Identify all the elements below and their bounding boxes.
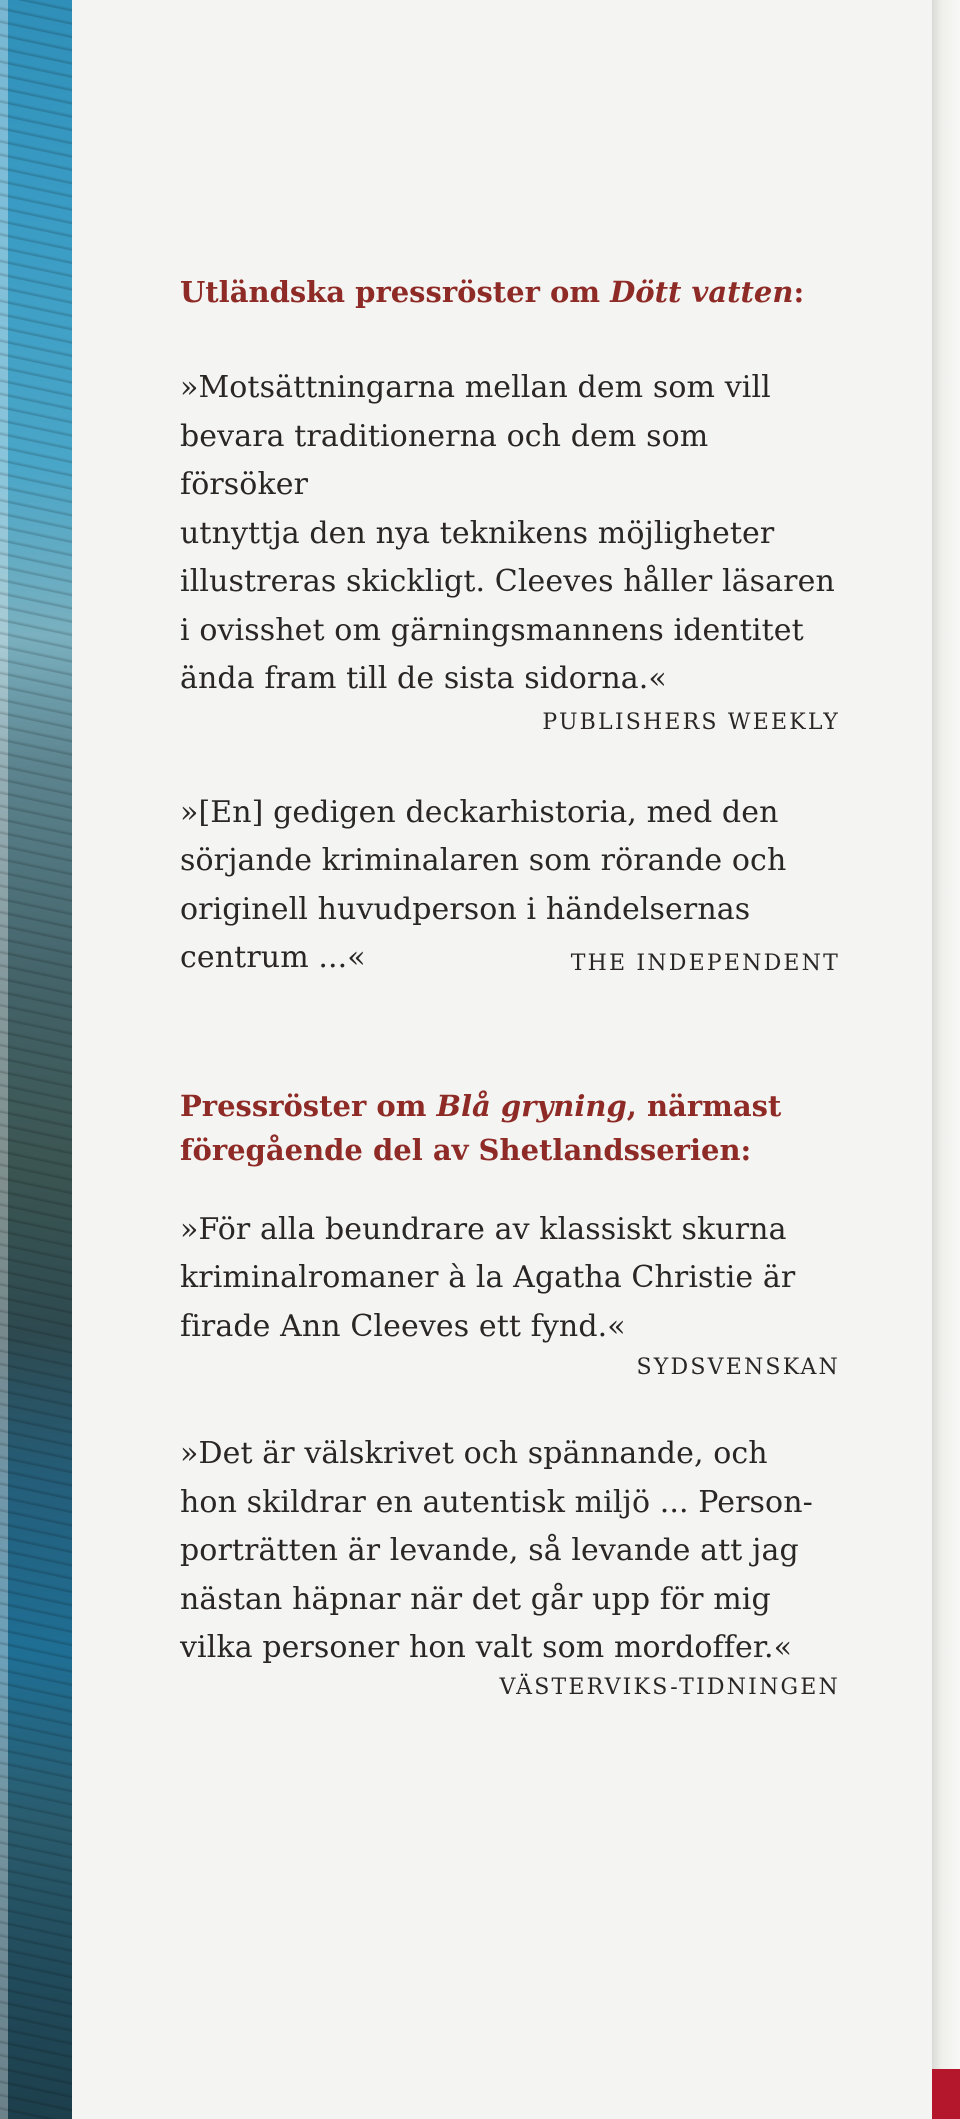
section-heading	[180, 270, 840, 314]
quote-line: »[En] gedigen deckarhistoria, med den	[180, 794, 779, 830]
quote-line: ända fram till de sista sidorna.«	[180, 661, 667, 696]
section-bla-gryning	[180, 1084, 840, 1172]
heading-prefix: Pressröster om	[180, 1088, 437, 1123]
quote-line: porträtten är levande, så levande att jag	[180, 1533, 799, 1568]
quote-line: »Det är välskrivet och spännande, och	[180, 1436, 768, 1471]
quote-text	[180, 1206, 840, 1352]
quote-text	[180, 364, 840, 704]
quote-source: THE INDEPENDENT	[570, 950, 840, 976]
quote-line: sörjande kriminalaren som rörande och	[180, 843, 787, 878]
quote-line: »För alla beundrare av klassiskt skurna	[180, 1211, 787, 1247]
quote-line: utnyttja den nya teknikens möjligheter	[180, 515, 775, 551]
quote-source: VÄSTERVIKS-TIDNINGEN	[499, 1674, 840, 1700]
quote-line: originell huvudperson i händelsernas	[180, 891, 751, 927]
section-heading-line2: föregående del av Shetlandsserien:	[180, 1132, 752, 1167]
section-dott-vatten	[180, 270, 840, 314]
quote-text	[180, 1430, 840, 1673]
corner-color-mark	[932, 2069, 960, 2119]
quote-source: SYDSVENSKAN	[636, 1355, 840, 1380]
heading-suffix: :	[793, 275, 805, 309]
heading-suffix: , närmast	[626, 1088, 782, 1123]
quote-source: PUBLISHERS WEEKLY	[542, 709, 840, 735]
quote-line: kriminalromaner à la Agatha Christie är	[180, 1260, 796, 1295]
quote-sydsvenskan	[180, 1206, 840, 1381]
press-quotes	[180, 270, 840, 1700]
quote-the-independent	[180, 789, 840, 976]
quote-line: illustreras skickligt. Cleeves håller läsaren	[180, 564, 835, 599]
quote-line: centrum ...«	[180, 940, 366, 975]
quote-line: bevara traditionerna och dem som försöker	[180, 418, 709, 502]
quote-line: i ovisshet om gärningsmannens identitet	[180, 612, 804, 648]
quote-line: »Motsättningarna mellan dem som vill	[180, 370, 771, 405]
section-heading	[180, 1084, 840, 1128]
spine-texture	[0, 0, 72, 2119]
quote-line: firade Ann Cleeves ett fynd.«	[180, 1308, 626, 1344]
quote-publishers-weekly	[180, 364, 840, 735]
quote-vasterviks-tidningen	[180, 1430, 840, 1700]
page-edge	[932, 0, 960, 2119]
heading-prefix: Utländska pressröster om	[180, 275, 611, 309]
quote-line: vilka personer hon valt som mordoffer.«	[180, 1630, 793, 1665]
quote-line: nästan häpnar när det går upp för mig	[180, 1581, 771, 1617]
heading-book-title: Blå gryning	[436, 1088, 627, 1123]
quote-line: hon skildrar en autentisk miljö ... Person-	[180, 1484, 813, 1520]
heading-book-title: Dött vatten	[610, 275, 794, 309]
